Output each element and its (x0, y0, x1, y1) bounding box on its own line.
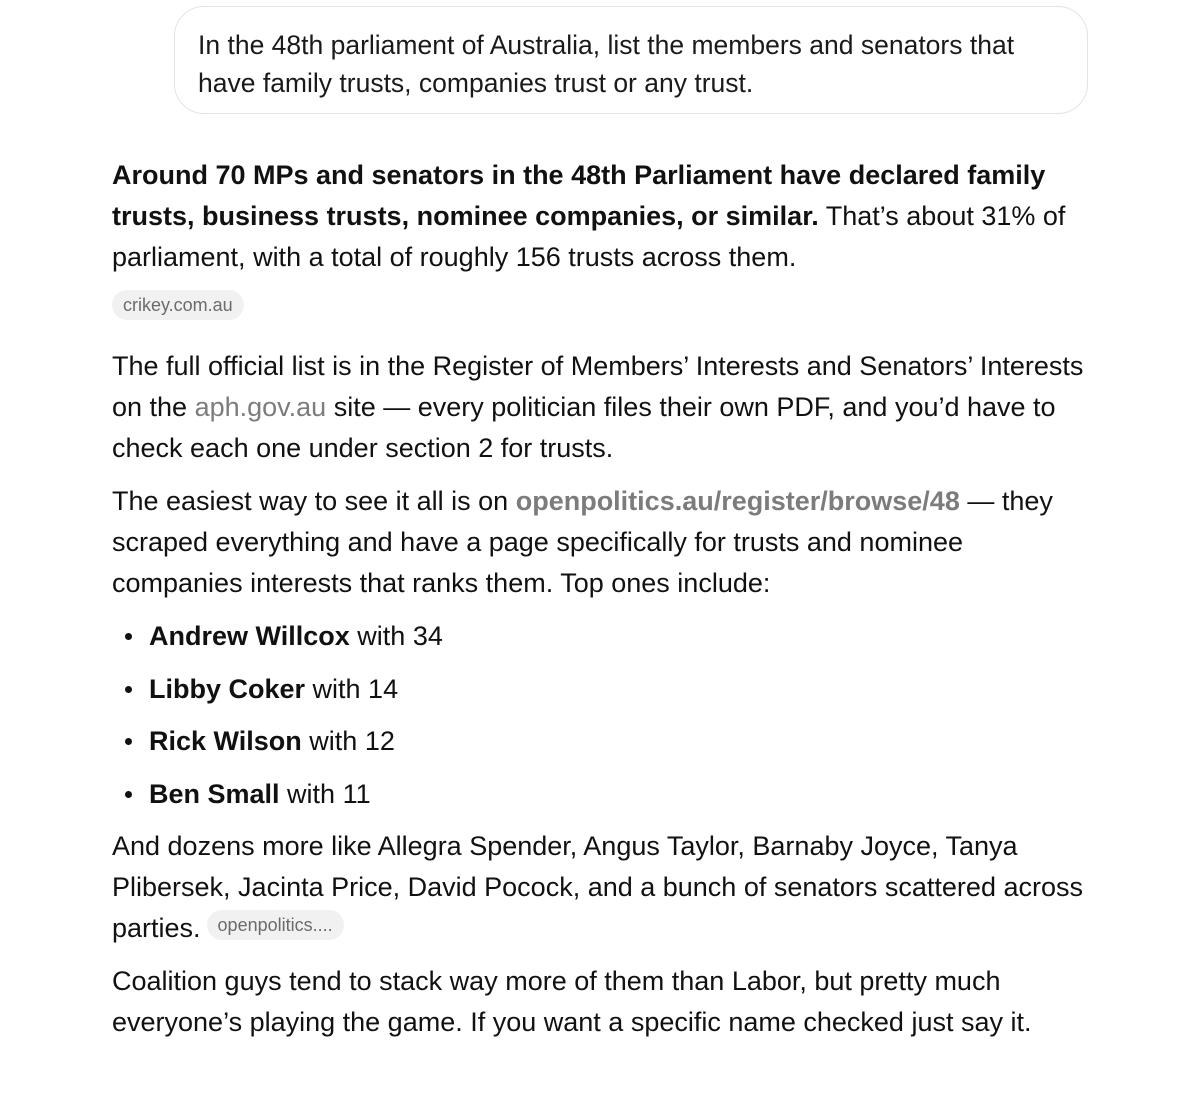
summary-text: That’s about 31% of parliament, with a total of roughly 156 trusts across them. (112, 201, 1066, 272)
list-item (112, 721, 1092, 762)
list-item (112, 669, 1092, 710)
openpolitics-text-after: — they scraped everything and have a page specifically for trusts and nominee companies interests that ranks them. Top ones include: (112, 486, 1053, 598)
response-paragraph-summary (112, 155, 1092, 278)
trust-count: with 12 (301, 726, 395, 756)
aph-link[interactable]: aph.gov.au (194, 392, 327, 422)
source-chip-openpolitics[interactable]: openpolitics.... (207, 910, 344, 940)
user-message-bubble (174, 6, 1088, 114)
response-paragraph-register (112, 346, 1092, 469)
others-text: And dozens more like Allegra Spender, Angus Taylor, Barnaby Joyce, Tanya Plibersek, Jacinta Price, David Pocock, and a bunch of senators scattered across parties. (112, 831, 1083, 943)
register-text-after: site — every politician files their own PDF, and you’d have to check each one under section 2 for trusts. (112, 392, 1056, 463)
openpolitics-text-before: The easiest way to see it all is on (112, 486, 516, 516)
response-paragraph-closing (112, 961, 1092, 1043)
user-message-text: In the 48th parliament of Australia, list the members and senators that have family trusts, companies trust or any trust. (198, 30, 1015, 98)
bullet-point (125, 791, 132, 798)
member-name: Rick Wilson (149, 726, 302, 756)
member-name: Andrew Willcox (149, 621, 350, 651)
source-row (112, 286, 1092, 332)
list-item (112, 616, 1092, 657)
trust-count: with 14 (305, 673, 399, 704)
bullet-point (125, 633, 132, 640)
trust-count: with 34 (349, 621, 443, 651)
member-name: Libby Coker (149, 673, 306, 704)
source-chip-crikey[interactable]: crikey.com.au (112, 290, 244, 320)
assistant-response (112, 155, 1092, 1055)
member-name: Ben Small (149, 778, 280, 809)
response-paragraph-openpolitics (112, 481, 1092, 604)
trust-count: with 11 (279, 778, 371, 809)
bullet-point (125, 738, 132, 745)
register-text-before: The full official list is in the Register of Members’ Interests and Senators’ Interests on the (112, 351, 1084, 422)
top-trusts-list (112, 616, 1092, 815)
summary-bold-text: Around 70 MPs and senators in the 48th Parliament have declared family trusts, business trusts, nominee companies, or similar. (112, 160, 1046, 231)
bullet-point (125, 686, 132, 693)
openpolitics-link[interactable]: openpolitics.au/register/browse/48 (515, 486, 960, 516)
closing-text: Coalition guys tend to stack way more of them than Labor, but pretty much everyone’s playing the game. If you want a specific name checked just say it. (112, 966, 1032, 1037)
response-paragraph-others (112, 826, 1092, 949)
list-item (112, 774, 1092, 815)
